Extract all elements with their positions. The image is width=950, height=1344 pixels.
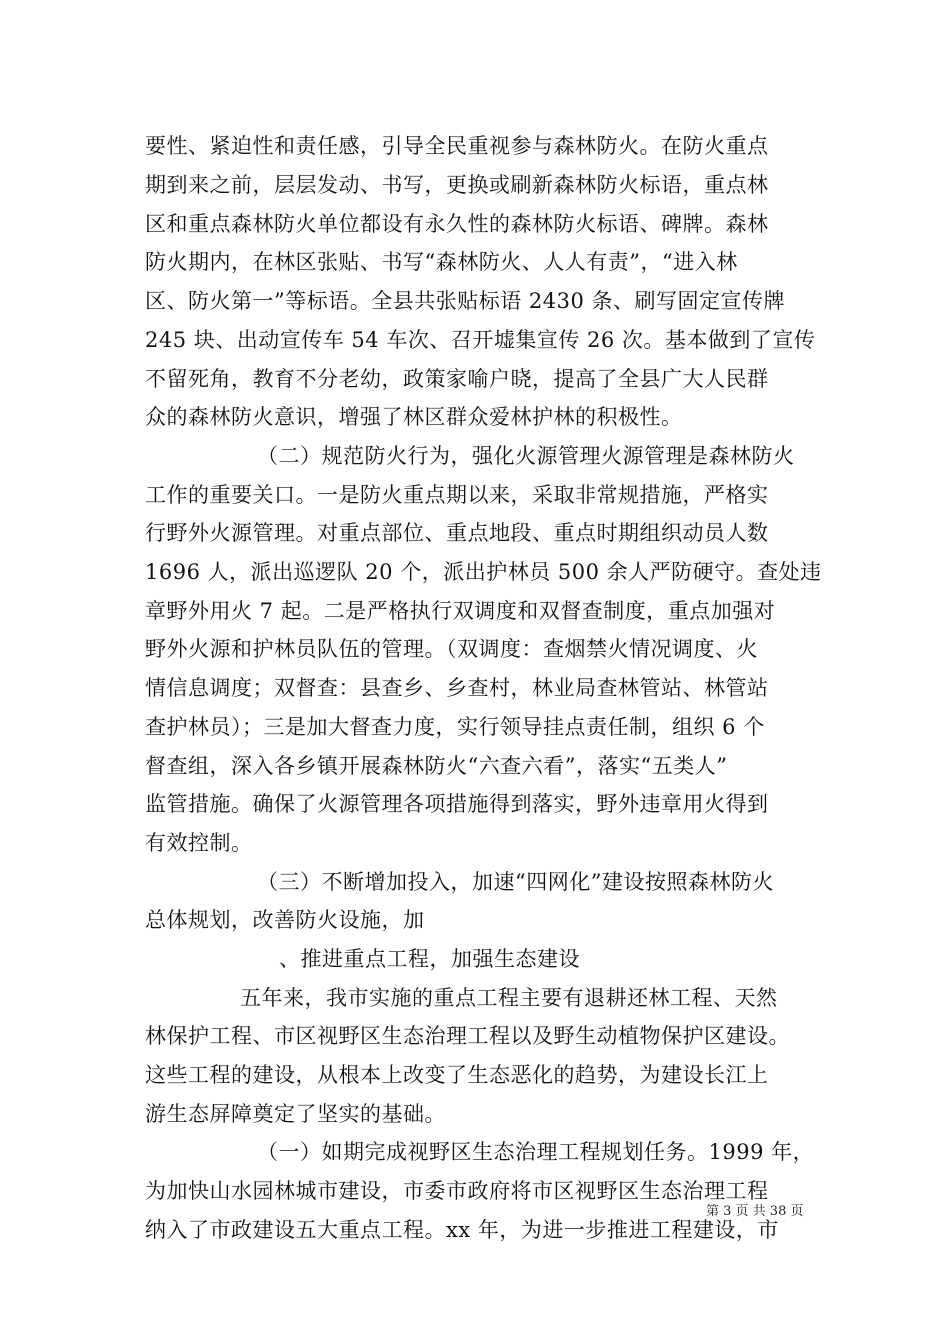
body-line: 行野外火源管理。对重点部位、重点地段、重点时期组织动员人数 xyxy=(145,521,769,545)
body-line: 监管措施。确保了火源管理各项措施得到落实，野外违章用火得到 xyxy=(145,792,769,816)
section-heading-1: （一）如期完成视野区生态治理工程规划任务。1999 年， xyxy=(257,1140,815,1164)
body-line: 总体规划，改善防火设施，加 xyxy=(145,908,425,932)
body-line: 要性、紧迫性和责任感，引导全民重视参与森林防火。在防火重点 xyxy=(145,134,769,158)
body-line: 众的森林防火意识，增强了林区群众爱林护林的积极性。 xyxy=(145,405,683,429)
body-line: 区和重点森林防火单位都设有永久性的森林防火标语、碑牌。森林 xyxy=(145,212,769,236)
body-line: 防火期内，在林区张贴、书写“森林防火、人人有责”，“进入林 xyxy=(145,250,738,274)
body-line: 情信息调度；双督查：县查乡、乡查村，林业局查林管站、林管站 xyxy=(145,676,769,700)
body-line: 工作的重要关口。一是防火重点期以来，采取非常规措施，严格实 xyxy=(145,483,769,507)
body-line: 有效控制。 xyxy=(145,831,253,855)
body-line: 纳入了市政建设五大重点工程。xx 年，为进一步推进工程建设，市 xyxy=(145,1218,779,1242)
section-title: 、推进重点工程，加强生态建设 xyxy=(279,947,580,971)
body-line: 督查组，深入各乡镇开展森林防火“六查六看”，落实“五类人” xyxy=(145,754,728,778)
section-heading-2: （二）规范防火行为，强化火源管理火源管理是森林防火 xyxy=(257,444,795,468)
body-line: 游生态屏障奠定了坚实的基础。 xyxy=(145,1102,446,1126)
page-number: 第 3 页 共 38 页 xyxy=(706,1204,804,1219)
body-line: 章野外用火 7 起。二是严格执行双调度和双督查制度，重点加强对 xyxy=(145,599,776,623)
body-line: 不留死角，教育不分老幼，政策家喻户晓，提高了全县广大人民群 xyxy=(145,367,769,391)
body-line: 期到来之前，层层发动、书写，更换或刷新森林防火标语，重点林 xyxy=(145,173,769,197)
body-line: 野外火源和护林员队伍的管理。（双调度：查烟禁火情况调度、火 xyxy=(145,637,758,661)
body-line: 查护林员）；三是加大督查力度，实行领导挂点责任制，组织 6 个 xyxy=(145,715,765,739)
body-line: 为加快山水园林城市建设，市委市政府将市区视野区生态治理工程 xyxy=(145,1179,769,1203)
body-line: 区、防火第一”等标语。全县共张贴标语 2430 条、刷写固定宣传牌 xyxy=(145,289,786,313)
body-line: 1696 人，派出巡逻队 20 个，派出护林员 500 余人严防硬守。查处违 xyxy=(145,560,822,584)
body-line: 这些工程的建设，从根本上改变了生态恶化的趋势，为建设长江上 xyxy=(145,1063,769,1087)
section-heading-3: （三）不断增加投入，加速“四网化”建设按照森林防火 xyxy=(257,870,774,894)
body-line: 林保护工程、市区视野区生态治理工程以及野生动植物保护区建设。 xyxy=(145,1024,790,1048)
body-line: 245 块、出动宣传车 54 车次、召开墟集宣传 26 次。基本做到了宣传 xyxy=(145,328,816,352)
body-line: 五年来，我市实施的重点工程主要有退耕还林工程、天然 xyxy=(240,986,778,1010)
